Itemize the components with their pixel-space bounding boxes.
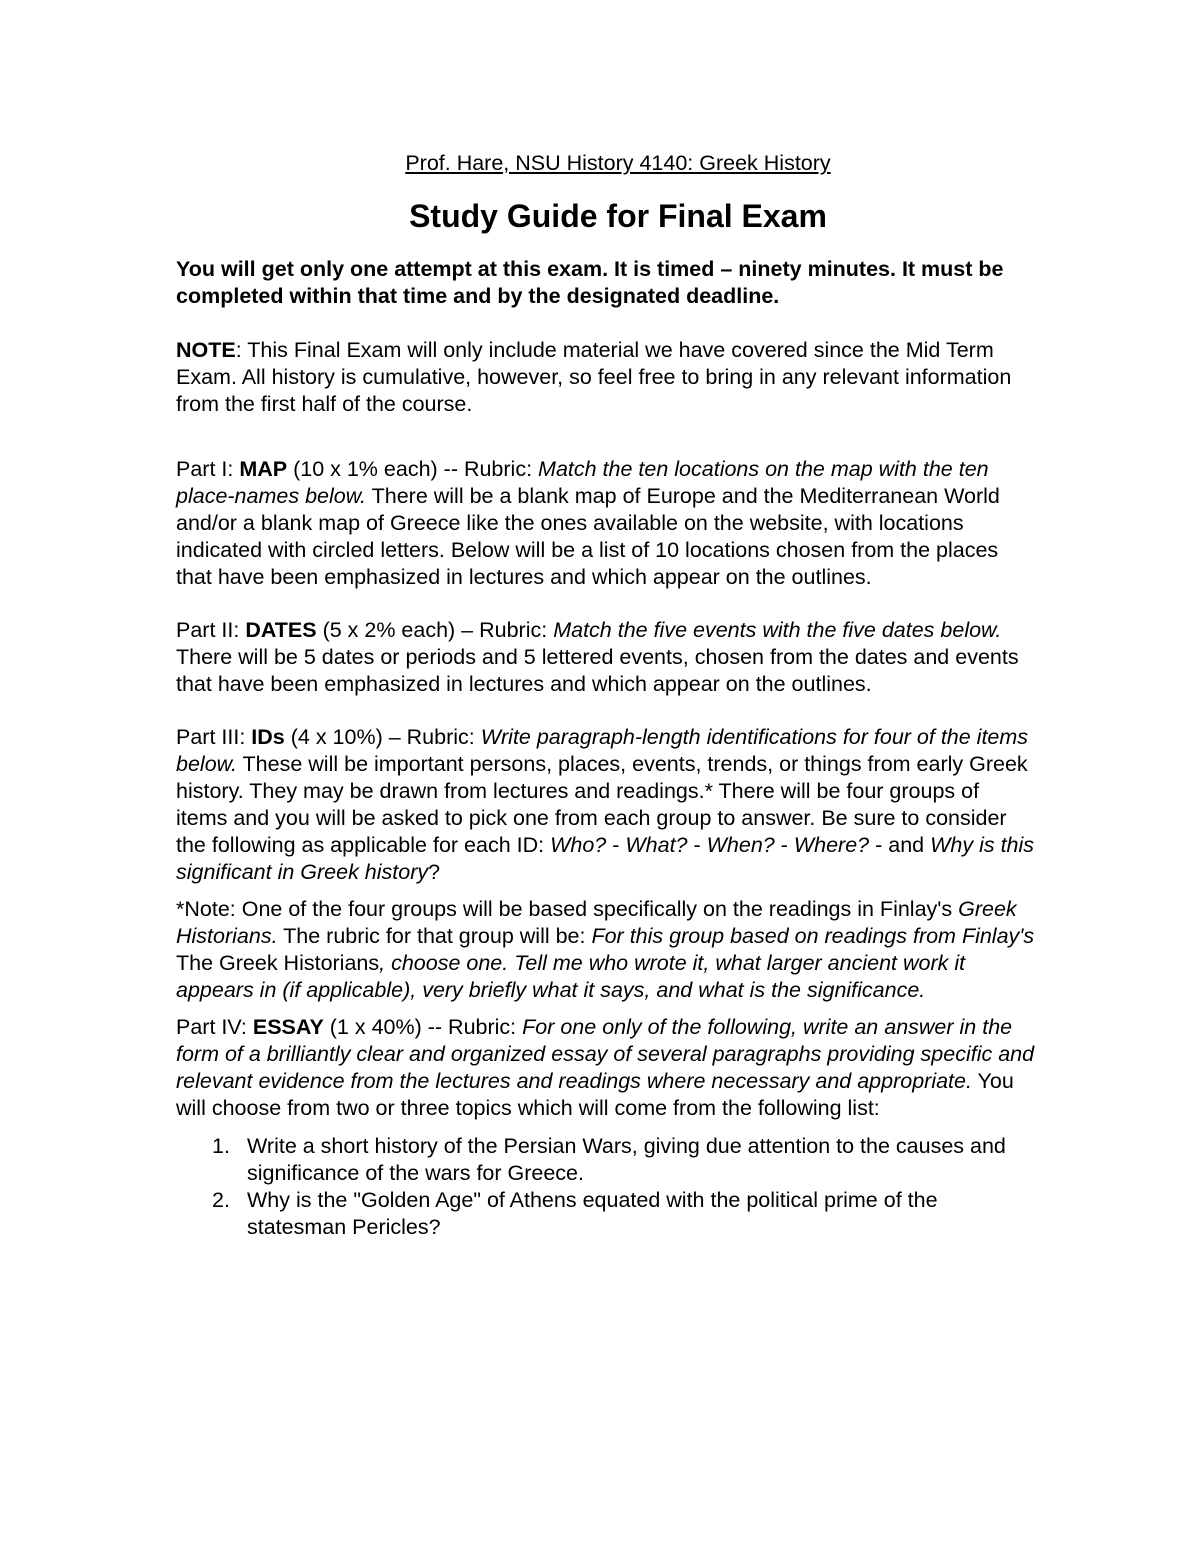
part-ids-name: IDs [251,725,285,749]
part-essay-weight: (1 x 40%) -- Rubric: [323,1015,523,1039]
part-map-name: MAP [239,457,288,481]
note-label: NOTE [176,338,236,362]
part-ids-rubric: Write paragraph-length identifications for four of the items below. [176,725,1029,776]
part-map-weight: (10 x 1% each) -- Rubric: [287,457,539,481]
list-item-number: 2. [212,1188,230,1212]
part-dates-label: Part II: [176,618,246,642]
question-where: Where? [793,833,870,857]
list-item [176,1133,1036,1187]
part-essay-text: You will choose from two or three topics which will come from the following list: [176,1069,1014,1120]
footnote-paragraph [176,896,1036,1004]
footnote-book-title: The Greek Historians [176,951,380,975]
part-dates-weight: (5 x 2% each) – Rubric: [316,618,554,642]
part-map [176,456,1036,591]
course-header: Prof. Hare, NSU History 4140: Greek History [405,151,831,175]
page-title: Study Guide for Final Exam [409,198,827,234]
list-item [176,1187,1036,1241]
footnote-book: Greek Historians. [176,897,1017,948]
part-essay-name: ESSAY [252,1015,324,1039]
part-ids-label: Part III: [176,725,252,749]
part-dates-rubric: Match the five events with the five dates below. [553,618,1002,642]
part-essay [176,1014,1036,1122]
part-ids [176,724,1036,886]
list-item-number: 1. [212,1134,230,1158]
document-page [176,150,1036,1241]
question-sep: - [687,833,707,857]
question-what: What? [625,833,688,857]
note-text: : This Final Exam will only include material we have covered since the Mid Term Exam. All history is cumulative, however, so feel free to bring in any relevant information from the first half of the course. [176,338,1012,416]
part-ids-weight: (4 x 10%) – Rubric: [284,725,481,749]
part-map-label: Part I: [176,457,240,481]
part-essay-label: Part IV: [176,1015,253,1039]
question-sep: - [606,833,626,857]
part-ids-text: These will be important persons, places, events, trends, or things from early Greek history. They may be drawn from lectures and readings.* There will be four groups of items and you will be asked to pick one from each group to answer. Be sure to consider the following as applicable for each ID: [176,752,1028,857]
question-end: ? [428,860,441,884]
question-sep: - and [869,833,931,857]
part-dates-name: DATES [245,618,317,642]
part-map-rubric: Match the ten locations on the map with the ten place-names below. [176,457,989,508]
question-who: Who? [550,833,607,857]
question-why: Why is this significant in Greek history [176,833,1035,884]
question-sep: - [774,833,794,857]
list-item-text: Why is the "Golden Age" of Athens equated with the political prime of the statesman Pericles? [247,1188,938,1239]
part-dates [176,617,1036,698]
exam-warning: You will get only one attempt at this exam. It is timed – ninety minutes. It must be completed within that time and by the designated deadline. [176,257,1004,308]
part-map-text: There will be a blank map of Europe and the Mediterranean World and/or a blank map of Greece like the ones available on the website, with locations indicated with circled letters. Below will be a list of 10 locations chosen from the places that have been emphasized in lectures and which appear on the outlines. [176,484,1000,589]
footnote-text-2: The rubric for that group will be: [277,924,592,948]
part-essay-rubric: For one only of the following, write an answer in the form of a brilliantly clear and organized essay of several paragraphs providing specific and relevant evidence from the lectures and readings where necessary and appropriate. [176,1015,1035,1093]
footnote-rubric-2: , choose one. Tell me who wrote it, what larger ancient work it appears in (if applicable), very briefly what it says, and what is the significance. [176,951,966,1002]
part-dates-text: There will be 5 dates or periods and 5 lettered events, chosen from the dates and events that have been emphasized in lectures and which appear on the outlines. [176,645,1019,696]
question-when: When? [706,833,775,857]
list-item-text: Write a short history of the Persian Wars, giving due attention to the causes and significance of the wars for Greece. [247,1134,1006,1185]
footnote-rubric: For this group based on readings from Finlay's [591,924,1035,948]
note-paragraph [176,337,1036,418]
essay-topic-list [176,1133,1036,1241]
footnote-text: *Note: One of the four groups will be based specifically on the readings in Finlay's [176,897,959,921]
